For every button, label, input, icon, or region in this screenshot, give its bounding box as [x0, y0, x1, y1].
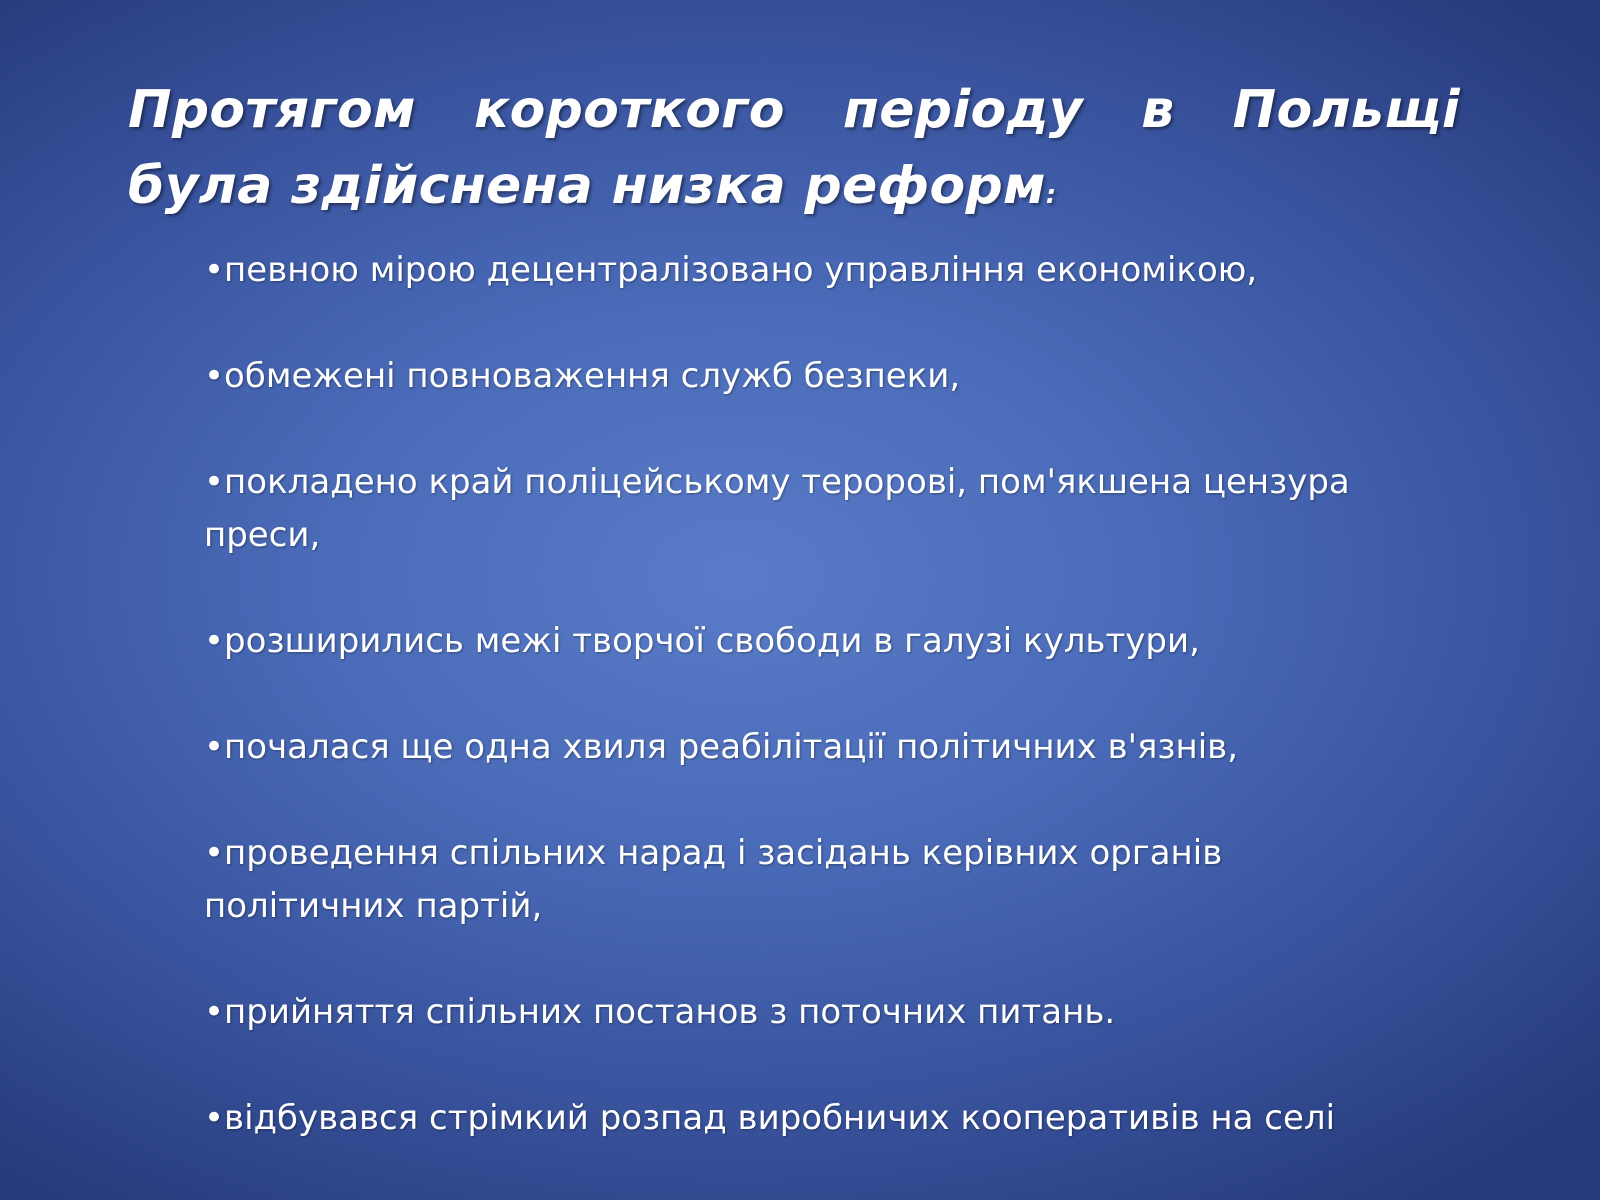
bullet-item: •покладено край поліцейському теророві, пом'якшена цензура преси,: [204, 462, 1350, 555]
bullet-item: •певною мірою децентралізовано управління економікою,: [204, 250, 1258, 290]
slide-title-text: Протягом короткого періоду в Польщі була здійснена низка реформ: [128, 80, 1460, 216]
bullet-list: [204, 244, 1404, 1145]
bullet-item: •проведення спільних нарад і засідань керівних органів політичних партій,: [204, 833, 1223, 926]
bullet-item: •обмежені повноваження служб безпеки,: [204, 356, 961, 396]
bullet-item: •почалася ще одна хвиля реабілітації політичних в'язнів,: [204, 727, 1239, 767]
slide-title: [128, 72, 1460, 233]
bullet-item: •відбувався стрімкий розпад виробничих кооперативів на селі: [204, 1098, 1336, 1138]
bullet-item: •розширились межі творчої свободи в галузі культури,: [204, 621, 1200, 661]
slide-title-colon: :: [1045, 180, 1057, 210]
bullet-item: •прийняття спільних постанов з поточних питань.: [204, 992, 1116, 1032]
